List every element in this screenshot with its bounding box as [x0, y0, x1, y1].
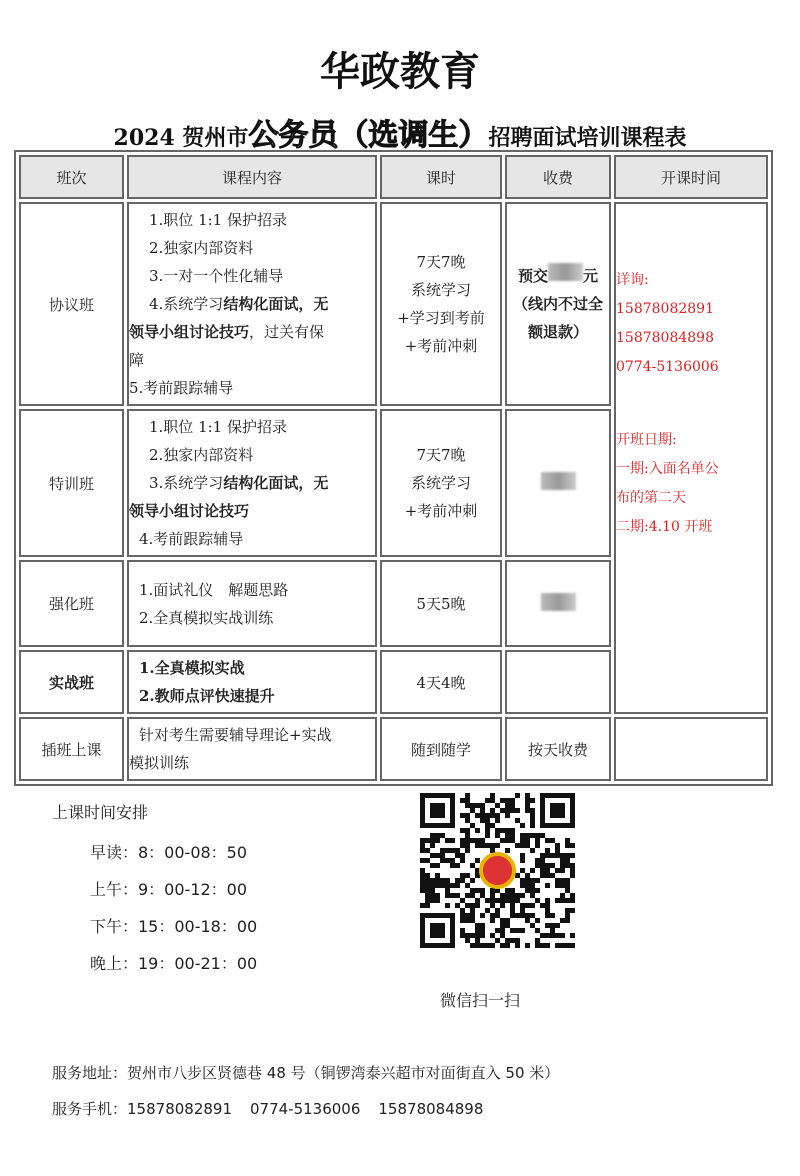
- qr-label: 微信扫一扫: [440, 991, 521, 1010]
- schedule-line: 布的第二天: [616, 490, 686, 506]
- content-item: 1.职位 1:1 保护招录: [149, 418, 287, 436]
- course-content: [127, 202, 377, 406]
- phone-label: 服务手机：: [52, 1100, 128, 1118]
- schedule-heading: 上课时间安排: [52, 803, 149, 822]
- content-item: 2.独家内部资料: [149, 239, 254, 257]
- content-item: [129, 469, 375, 497]
- hours-line: +考前冲刺: [404, 337, 478, 355]
- redacted-price: [541, 593, 576, 611]
- course-fee: [505, 409, 611, 557]
- hours-line: 7天7晚: [416, 446, 466, 464]
- text: ，过关有保: [249, 323, 325, 341]
- phone-number: 15878084898: [378, 1100, 484, 1118]
- course-table: [14, 150, 773, 786]
- contact-phone: 0774-5136006: [616, 359, 719, 375]
- course-fee: [505, 202, 611, 406]
- course-content: [127, 717, 377, 781]
- content-item: 针对考生需要辅导理论+实战: [139, 726, 332, 744]
- content-item: 2.独家内部资料: [149, 446, 254, 464]
- schedule-line: 早读：8：00-08：50: [90, 843, 248, 862]
- hours-line: 系统学习: [410, 281, 471, 299]
- schedule-line: 晚上：19：00-21：00: [90, 954, 258, 973]
- course-hours: 随到随学: [380, 717, 502, 781]
- content-item: [129, 497, 375, 525]
- service-phones: [52, 1098, 501, 1119]
- table-row: [19, 717, 768, 781]
- text: 领导小组讨论技巧: [129, 323, 250, 341]
- table-row: [19, 202, 768, 406]
- content-item: 障: [129, 351, 145, 369]
- class-time-schedule: [52, 800, 258, 973]
- text: 元: [583, 267, 599, 285]
- contact-phone: 15878082891: [616, 301, 714, 317]
- content-item: 1.面试礼仪 解题思路: [139, 580, 289, 599]
- contact-label: 详询:: [616, 272, 649, 288]
- text: 3.系统学习: [149, 474, 224, 492]
- class-name: 插班上课: [19, 717, 124, 781]
- service-address: 服务地址：贺州市八步区贤德巷 48 号（铜锣湾泰兴超市对面街直入 50 米）: [52, 1064, 560, 1082]
- redacted-price: [548, 263, 583, 281]
- class-name: 协议班: [19, 202, 124, 406]
- empty-cell: [614, 717, 768, 781]
- phone-number: 15878082891: [127, 1100, 232, 1118]
- content-item: [129, 290, 375, 318]
- content-item: 5.考前跟踪辅导: [129, 379, 234, 397]
- text: 领导小组讨论技巧: [129, 502, 250, 520]
- header-start-time: 开课时间: [614, 155, 768, 199]
- contact-phone: 15878084898: [616, 330, 714, 346]
- course-hours: [380, 409, 502, 557]
- text: 预交: [517, 267, 548, 285]
- text: 结构化面试，无: [223, 295, 329, 313]
- hours-line: 7天7晚: [416, 253, 466, 271]
- flyer-subtitle: [0, 110, 800, 154]
- hours-line: +学习到考前: [397, 309, 485, 327]
- header-class: 班次: [19, 155, 124, 199]
- redacted-price: [541, 472, 576, 490]
- fee-note: （线内不过全: [512, 295, 603, 313]
- content-item: [129, 318, 375, 346]
- course-hours: 4天4晚: [380, 650, 502, 714]
- fee-line: [507, 262, 609, 290]
- course-content: [127, 650, 377, 714]
- course-hours: [380, 202, 502, 406]
- phone-number: 0774-5136006: [250, 1100, 361, 1118]
- content-item: 3.一对一个性化辅导: [149, 267, 284, 285]
- schedule-label: 开班日期:: [616, 432, 677, 448]
- course-fee: [505, 650, 611, 714]
- brand-title: 华政教育: [320, 49, 480, 95]
- schedule-line: 下午：15：00-18：00: [90, 917, 258, 936]
- subtitle-pre: 2024 贺州市: [113, 125, 249, 151]
- subtitle-highlight: 公务员（选调生）: [248, 118, 489, 153]
- wechat-qr-code[interactable]: [420, 793, 575, 948]
- start-time-info: [614, 202, 768, 714]
- text: 4.系统学习: [149, 295, 224, 313]
- subtitle-post: 招聘面试培训课程表: [488, 125, 687, 151]
- text: 结构化面试，无: [223, 474, 329, 492]
- qr-logo-icon: [481, 854, 514, 887]
- content-item: 1.全真模拟实战: [139, 659, 245, 677]
- course-fee: 按天收费: [505, 717, 611, 781]
- content-item: 2.教师点评快速提升: [139, 687, 275, 705]
- hours-line: 系统学习: [410, 474, 471, 492]
- content-item: 2.全真模拟实战训练: [139, 608, 274, 627]
- schedule-line: 上午：9：00-12：00: [90, 880, 248, 899]
- header-content: 课程内容: [127, 155, 377, 199]
- header-fee: 收费: [505, 155, 611, 199]
- course-fee: [505, 560, 611, 647]
- class-name: 实战班: [19, 650, 124, 714]
- class-name: 强化班: [19, 560, 124, 647]
- schedule-line: 二期:4.10 开班: [616, 519, 713, 535]
- content-item: 4.考前跟踪辅导: [139, 530, 244, 548]
- content-item: 模拟训练: [129, 754, 190, 772]
- fee-note: 额退款）: [527, 323, 588, 341]
- table-header-row: [19, 155, 768, 199]
- course-hours: 5天5晚: [380, 560, 502, 647]
- hours-line: +考前冲刺: [404, 502, 478, 520]
- class-name: 特训班: [19, 409, 124, 557]
- content-item: 1.职位 1:1 保护招录: [149, 211, 287, 229]
- course-content: [127, 409, 377, 557]
- header-hours: 课时: [380, 155, 502, 199]
- schedule-line: 一期:入面名单公: [616, 461, 719, 477]
- course-content: [127, 560, 377, 647]
